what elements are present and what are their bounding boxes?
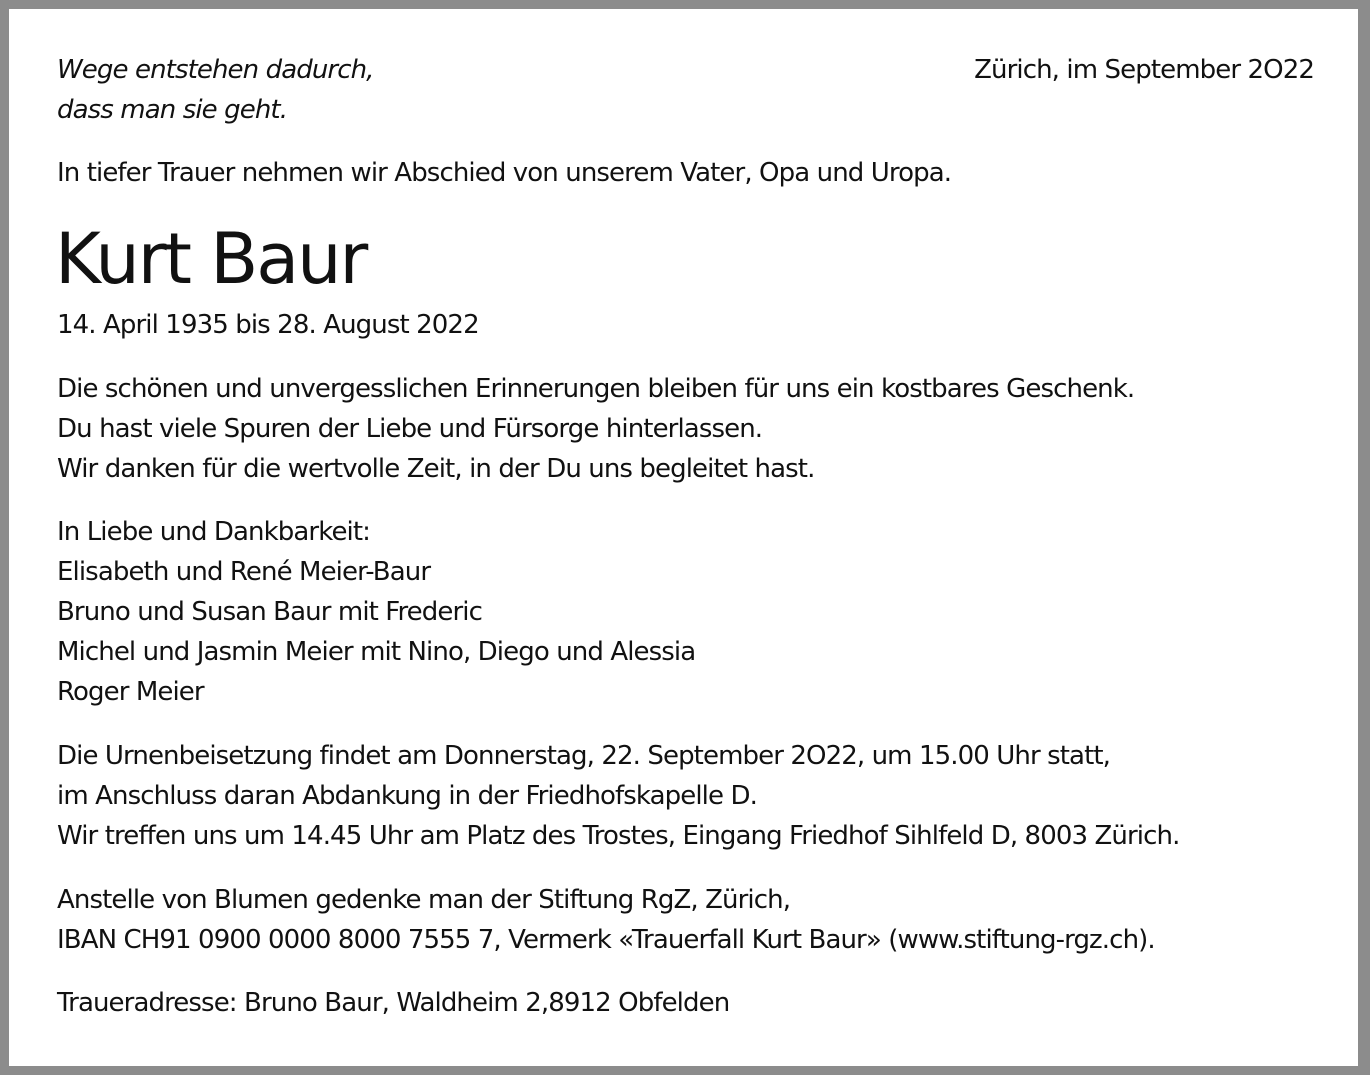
- ceremony-line: Wir treffen uns um 14.45 Uhr am Platz des Trostes, Eingang Friedhof Sihlfeld D, 8003 Zürich.: [57, 821, 1180, 851]
- mourner-name: Roger Meier: [57, 677, 204, 707]
- mourners-heading: In Liebe und Dankbarkeit:: [57, 517, 371, 547]
- place-date: Zürich, im September 2O22: [974, 55, 1314, 85]
- life-dates: 14. April 1935 bis 28. August 2022: [57, 310, 479, 340]
- tribute-line: Du hast viele Spuren der Liebe und Fürsorge hinterlassen.: [57, 414, 763, 444]
- donation-line: Anstelle von Blumen gedenke man der Stiftung RgZ, Zürich,: [57, 885, 791, 915]
- ceremony-line: im Anschluss daran Abdankung in der Friedhofskapelle D.: [57, 781, 757, 811]
- tribute-line: Die schönen und unvergesslichen Erinnerungen bleiben für uns ein kostbares Geschenk.: [57, 374, 1135, 404]
- intro-text: In tiefer Trauer nehmen wir Abschied von unserem Vater, Opa und Uropa.: [57, 158, 952, 188]
- ceremony-line: Die Urnenbeisetzung findet am Donnerstag, 22. September 2O22, um 15.00 Uhr statt,: [57, 741, 1111, 771]
- donation-line: IBAN CH91 0900 0000 8000 7555 7, Vermerk «Trauerfall Kurt Baur» (www.stiftung-rgz.ch).: [57, 925, 1155, 955]
- obituary-notice: [9, 9, 1358, 1066]
- mourner-name: Michel und Jasmin Meier mit Nino, Diego und Alessia: [57, 637, 696, 667]
- motto-line-1: Wege entstehen dadurch,: [57, 55, 374, 85]
- motto-line-2: dass man sie geht.: [57, 95, 288, 125]
- tribute-line: Wir danken für die wertvolle Zeit, in der Du uns begleitet hast.: [57, 454, 815, 484]
- deceased-name: Kurt Baur: [55, 218, 367, 300]
- mourning-address: Traueradresse: Bruno Baur, Waldheim 2,8912 Obfelden: [57, 988, 730, 1018]
- mourner-name: Bruno und Susan Baur mit Frederic: [57, 597, 482, 627]
- mourner-name: Elisabeth und René Meier-Baur: [57, 557, 431, 587]
